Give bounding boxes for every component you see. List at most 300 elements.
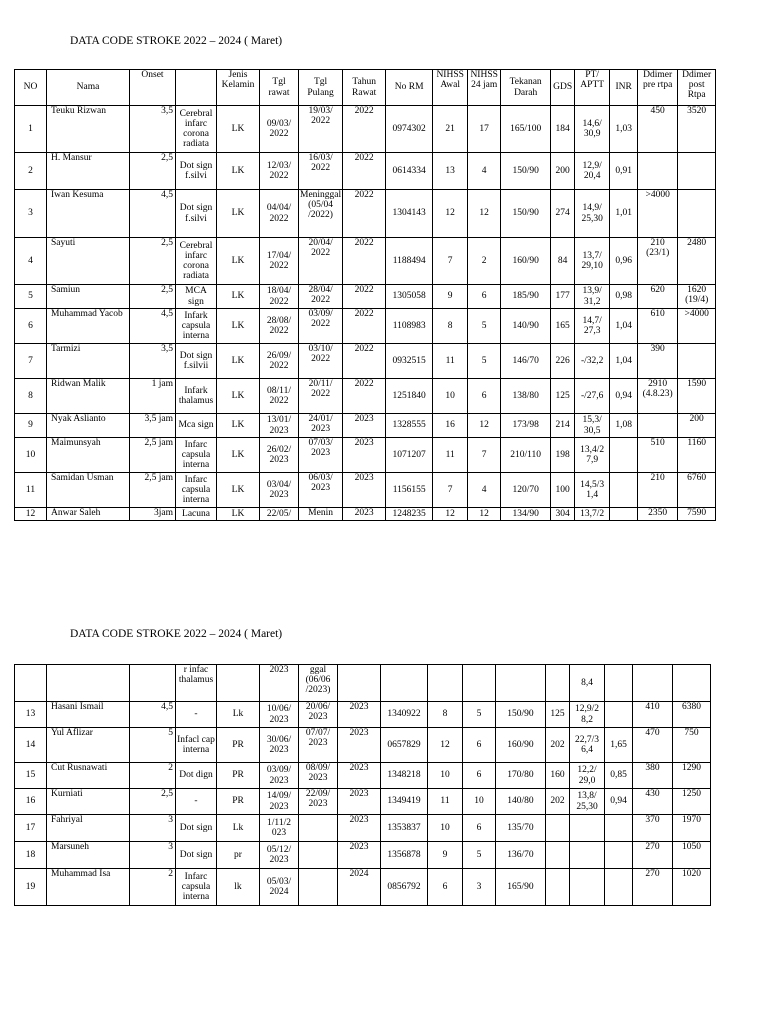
cell-ddimer-post-rtpa [678,344,716,379]
cell-blood-pressure: 170/80 [496,763,546,789]
cell-lesion-location: Dot sign [176,815,217,842]
cell-ddimer-pre-rtpa: 270 [633,869,673,906]
table-row [15,438,716,473]
header-no: NO [15,70,47,106]
cell-lesion-location: Mca sign [176,414,217,438]
cell-ddimer-post-rtpa: 1020 [673,869,711,906]
cell-inr: 1,04 [610,309,638,344]
cell-discharge-date: 06/03/ 2023 [299,473,343,508]
cell-ddimer-pre-rtpa: 430 [633,789,673,815]
cell-medical-record-number: 1251840 [386,379,433,414]
cell-nihss-initial: 9 [433,285,468,309]
cell-treatment-year: 2023 [338,728,381,763]
cell-patient-name: Anwar Saleh [47,508,130,521]
table-row [15,344,716,379]
cell-lesion-location: MCA sign [176,285,217,309]
cell-discharge-date [299,869,338,906]
cell-ddimer-post-rtpa [678,190,716,238]
cell-treatment-year: 2023 [338,789,381,815]
cell-pt-aptt: -/32,2 [575,344,610,379]
cell-nihss-initial: 12 [428,728,463,763]
table-row [15,473,716,508]
cell-sex: LK [217,153,260,190]
cell-onset: 2,5 [130,153,176,190]
cell-nihss-24h: 6 [468,285,501,309]
cell-ddimer-pre-rtpa: 2350 [638,508,678,521]
cell-admission-date: 18/04/ 2022 [260,285,299,309]
cell-blood-glucose: 100 [551,473,575,508]
cell-discharge-date: 20/11/ 2022 [299,379,343,414]
cell-inr: 0,96 [610,238,638,285]
cell-onset: 2,5 jam [130,438,176,473]
cell-ddimer-post-rtpa [678,153,716,190]
cell-pt-aptt: 22,7/3 6,4 [570,728,605,763]
cell-blood-pressure: 165/90 [496,869,546,906]
cell-nihss-24h: 17 [468,106,501,153]
cell-lesion-location: - [176,789,217,815]
cell-ddimer-pre-rtpa: 390 [638,344,678,379]
cell-patient-name: Teuku Rizwan [47,106,130,153]
cell-nihss-initial: 7 [433,473,468,508]
cell-blood-pressure: 138/80 [501,379,551,414]
cell-blood-glucose [546,842,570,869]
cell-sex: PR [217,763,260,789]
cell-onset: 3,5 [130,106,176,153]
cell-sex: LK [217,309,260,344]
cell-inr [605,815,633,842]
cell-blood-glucose: 214 [551,414,575,438]
cell-inr [605,665,633,702]
cell-patient-name [47,665,130,702]
cell-medical-record-number: 1353837 [381,815,428,842]
cell-nihss-initial [428,665,463,702]
cell-discharge-date: ggal (06/06 /2023) [299,665,338,702]
cell-blood-glucose: 304 [551,508,575,521]
cell-treatment-year: 2022 [343,344,386,379]
cell-discharge-date: 20/04/ 2022 [299,238,343,285]
cell-nihss-24h: 7 [468,438,501,473]
header-col4 [176,70,217,106]
cell-admission-date: 26/02/ 2023 [260,438,299,473]
header-onset: Onset [130,70,176,106]
cell-inr: 0,85 [605,763,633,789]
cell-patient-name: Muhammad Isa [47,869,130,906]
cell-sex: LK [217,473,260,508]
table-row [15,414,716,438]
cell-blood-pressure: 165/100 [501,106,551,153]
cell-inr: 1,01 [610,190,638,238]
cell-admission-date: 05/12/ 2023 [260,842,299,869]
cell-inr: 1,03 [610,106,638,153]
cell-blood-glucose [546,869,570,906]
cell-treatment-year: 2023 [338,763,381,789]
continuation-row [15,665,711,702]
header-jenis-kelamin: Jenis Kelamin [217,70,260,106]
cell-blood-glucose: 274 [551,190,575,238]
cell-ddimer-pre-rtpa: 270 [633,842,673,869]
cell-blood-glucose: 202 [546,728,570,763]
cell-patient-name: Hasani Ismail [47,702,130,728]
cell-discharge-date [299,842,338,869]
cell-row-number: 2 [15,153,47,190]
cell-blood-pressure: 160/90 [496,728,546,763]
cell-sex: LK [217,414,260,438]
cell-sex: LK [217,438,260,473]
cell-onset: 3 [130,815,176,842]
cell-blood-pressure: 150/90 [501,153,551,190]
cell-pt-aptt: 12,9/ 20,4 [575,153,610,190]
cell-nihss-24h: 5 [463,842,496,869]
cell-admission-date: 1/11/2 023 [260,815,299,842]
cell-medical-record-number: 1356878 [381,842,428,869]
cell-discharge-date: 20/06/ 2023 [299,702,338,728]
cell-admission-date: 28/08/ 2022 [260,309,299,344]
stroke-data-table-1 [14,69,716,521]
cell-ddimer-pre-rtpa: 470 [633,728,673,763]
cell-treatment-year: 2023 [343,438,386,473]
cell-discharge-date: 19/03/ 2022 [299,106,343,153]
cell-medical-record-number: 1248235 [386,508,433,521]
cell-treatment-year: 2023 [343,473,386,508]
cell-admission-date: 08/11/ 2022 [260,379,299,414]
cell-onset [130,665,176,702]
cell-blood-glucose: 184 [551,106,575,153]
cell-nihss-24h: 4 [468,153,501,190]
cell-onset: 4,5 [130,702,176,728]
cell-pt-aptt: 13,7/2 [575,508,610,521]
cell-medical-record-number: 1108983 [386,309,433,344]
cell-treatment-year: 2023 [343,508,386,521]
cell-row-number: 3 [15,190,47,238]
cell-medical-record-number: 1188494 [386,238,433,285]
cell-sex: LK [217,285,260,309]
cell-inr: 1,08 [610,414,638,438]
cell-patient-name: Iwan Kesuma [47,190,130,238]
cell-sex: Lk [217,702,260,728]
cell-ddimer-post-rtpa: 1970 [673,815,711,842]
header-no-rm: No RM [386,70,433,106]
cell-medical-record-number: 1305058 [386,285,433,309]
cell-ddimer-pre-rtpa: 380 [633,763,673,789]
cell-ddimer-post-rtpa: >4000 [678,309,716,344]
cell-lesion-location: Infarc capsula interna [176,869,217,906]
cell-row-number: 6 [15,309,47,344]
cell-treatment-year [338,665,381,702]
cell-lesion-location: Infark thalamus [176,379,217,414]
cell-row-number: 9 [15,414,47,438]
cell-nihss-24h: 6 [463,763,496,789]
cell-blood-pressure: 140/80 [496,789,546,815]
cell-ddimer-pre-rtpa [638,414,678,438]
cell-ddimer-post-rtpa: 3520 [678,106,716,153]
cell-blood-pressure: 136/70 [496,842,546,869]
cell-blood-pressure: 146/70 [501,344,551,379]
cell-medical-record-number: 0932515 [386,344,433,379]
header-nama: Nama [47,70,130,106]
cell-admission-date: 04/04/ 2022 [260,190,299,238]
cell-discharge-date: 03/10/ 2022 [299,344,343,379]
cell-nihss-initial: 12 [433,508,468,521]
cell-admission-date: 09/03/ 2022 [260,106,299,153]
cell-nihss-24h: 10 [463,789,496,815]
cell-nihss-24h: 2 [468,238,501,285]
table-row [15,379,716,414]
cell-nihss-24h: 12 [468,414,501,438]
cell-sex: Lk [217,815,260,842]
cell-onset: 2 [130,869,176,906]
cell-lesion-location: Dot sign [176,842,217,869]
cell-medical-record-number: 1071207 [386,438,433,473]
cell-ddimer-pre-rtpa: 510 [638,438,678,473]
cell-nihss-initial: 8 [433,309,468,344]
cell-blood-glucose: 84 [551,238,575,285]
cell-medical-record-number: 1348218 [381,763,428,789]
cell-patient-name: Kurniati [47,789,130,815]
cell-sex: LK [217,344,260,379]
cell-onset: 5 [130,728,176,763]
cell-onset: 3 [130,842,176,869]
cell-onset: 2,5 [130,789,176,815]
cell-inr: 1,65 [605,728,633,763]
cell-nihss-initial: 11 [433,438,468,473]
cell-inr [610,438,638,473]
table-row [15,238,716,285]
cell-discharge-date: 08/09/ 2023 [299,763,338,789]
cell-sex: LK [217,508,260,521]
cell-row-number: 4 [15,238,47,285]
cell-treatment-year: 2022 [343,379,386,414]
cell-ddimer-pre-rtpa: 620 [638,285,678,309]
cell-pt-aptt: 15,3/ 30,5 [575,414,610,438]
table-row [15,702,711,728]
cell-pt-aptt: 12,9/2 8,2 [570,702,605,728]
cell-treatment-year: 2022 [343,309,386,344]
cell-ddimer-post-rtpa: 1160 [678,438,716,473]
cell-blood-pressure: 120/70 [501,473,551,508]
cell-row-number: 16 [15,789,47,815]
cell-lesion-location: Dot sign f.silvii [176,344,217,379]
cell-nihss-initial: 10 [428,815,463,842]
header-inr: INR [610,70,638,106]
cell-medical-record-number: 1328555 [386,414,433,438]
cell-row-number: 19 [15,869,47,906]
cell-blood-pressure: 160/90 [501,238,551,285]
cell-onset: 3,5 [130,344,176,379]
cell-medical-record-number: 0856792 [381,869,428,906]
cell-treatment-year: 2023 [338,815,381,842]
cell-row-number: 17 [15,815,47,842]
cell-patient-name: Tarmizi [47,344,130,379]
table-row [15,815,711,842]
cell-blood-pressure: 210/110 [501,438,551,473]
cell-inr: 1,04 [610,344,638,379]
table-row [15,106,716,153]
cell-ddimer-post-rtpa: 6760 [678,473,716,508]
table-row [15,728,711,763]
cell-pt-aptt: 13,4/2 7,9 [575,438,610,473]
header-tahun-rawat: Tahun Rawat [343,70,386,106]
cell-nihss-initial: 11 [428,789,463,815]
cell-lesion-location: Dot dign [176,763,217,789]
cell-patient-name: Sayuti [47,238,130,285]
cell-treatment-year: 2023 [338,702,381,728]
cell-patient-name: Cut Rusnawati [47,763,130,789]
cell-treatment-year: 2022 [343,106,386,153]
header-tekanan-darah: Tekanan Darah [501,70,551,106]
cell-onset: 4,5 [130,309,176,344]
cell-nihss-initial: 6 [428,869,463,906]
cell-sex: lk [217,869,260,906]
cell-ddimer-post-rtpa: 200 [678,414,716,438]
cell-blood-pressure: 173/98 [501,414,551,438]
cell-discharge-date: 07/07/ 2023 [299,728,338,763]
cell-blood-pressure: 150/90 [501,190,551,238]
cell-admission-date: 10/06/ 2023 [260,702,299,728]
cell-blood-glucose: 202 [546,789,570,815]
cell-row-number: 5 [15,285,47,309]
cell-inr [610,508,638,521]
cell-patient-name: Fahriyal [47,815,130,842]
stroke-data-table-2 [14,664,711,906]
cell-nihss-24h: 4 [468,473,501,508]
cell-onset: 4,5 [130,190,176,238]
cell-row-number: 14 [15,728,47,763]
header-tgl-pulang: Tgl Pulang [299,70,343,106]
header-nihss-24: NIHSS 24 jam [468,70,501,106]
cell-ddimer-pre-rtpa: 610 [638,309,678,344]
cell-discharge-date: Meninggal (05/04 /2022) [299,190,343,238]
cell-pt-aptt: 8,4 [570,665,605,702]
cell-ddimer-pre-rtpa: 370 [633,815,673,842]
table-row [15,789,711,815]
cell-sex: PR [217,728,260,763]
cell-discharge-date: Menin [299,508,343,521]
cell-sex: LK [217,238,260,285]
table-row [15,309,716,344]
cell-ddimer-pre-rtpa [638,153,678,190]
table-row [15,190,716,238]
cell-discharge-date: 28/04/ 2022 [299,285,343,309]
cell-blood-glucose: 165 [551,309,575,344]
table-row [15,869,711,906]
cell-pt-aptt [570,869,605,906]
cell-pt-aptt: 14,9/ 25,30 [575,190,610,238]
table-row [15,153,716,190]
cell-admission-date: 13/01/ 2023 [260,414,299,438]
cell-sex: LK [217,379,260,414]
cell-blood-glucose: 125 [551,379,575,414]
cell-row-number: 12 [15,508,47,521]
cell-pt-aptt: -/27,6 [575,379,610,414]
cell-admission-date: 05/03/ 2024 [260,869,299,906]
header-ddimer-pre: Ddimer pre rtpa [638,70,678,106]
cell-admission-date: 26/09/ 2022 [260,344,299,379]
header-gds: GDS [551,70,575,106]
cell-ddimer-post-rtpa: 1050 [673,842,711,869]
cell-row-number: 1 [15,106,47,153]
cell-discharge-date [299,815,338,842]
cell-admission-date: 03/09/ 2023 [260,763,299,789]
cell-discharge-date: 24/01/ 2023 [299,414,343,438]
cell-nihss-24h: 3 [463,869,496,906]
cell-lesion-location: Infacl cap interna [176,728,217,763]
cell-lesion-location: Infarc capsula interna [176,473,217,508]
cell-sex: LK [217,190,260,238]
cell-patient-name: Muhammad Yacob [47,309,130,344]
cell-discharge-date: 03/09/ 2022 [299,309,343,344]
cell-nihss-initial: 7 [433,238,468,285]
cell-blood-pressure: 134/90 [501,508,551,521]
cell-patient-name: Samidan Usman [47,473,130,508]
cell-pt-aptt: 14,5/3 1,4 [575,473,610,508]
cell-ddimer-post-rtpa: 1620 (19/4) [678,285,716,309]
cell-row-number: 10 [15,438,47,473]
cell-ddimer-pre-rtpa: 450 [638,106,678,153]
cell-sex: PR [217,789,260,815]
cell-patient-name: Yul Aflizar [47,728,130,763]
cell-discharge-date: 16/03/ 2022 [299,153,343,190]
cell-sex [217,665,260,702]
cell-treatment-year: 2024 [338,869,381,906]
cell-pt-aptt: 12,2/ 29,0 [570,763,605,789]
cell-medical-record-number: 1349419 [381,789,428,815]
cell-medical-record-number: 0657829 [381,728,428,763]
cell-inr [610,473,638,508]
cell-patient-name: H. Mansur [47,153,130,190]
cell-ddimer-pre-rtpa: 210 (23/1) [638,238,678,285]
cell-blood-glucose: 198 [551,438,575,473]
cell-blood-pressure: 185/90 [501,285,551,309]
cell-pt-aptt [570,815,605,842]
cell-lesion-location: Dot sign f.silvi [176,190,217,238]
cell-row-number: 15 [15,763,47,789]
cell-onset: 2,5 [130,285,176,309]
cell-blood-glucose [546,815,570,842]
cell-treatment-year: 2022 [343,153,386,190]
cell-ddimer-pre-rtpa: >4000 [638,190,678,238]
cell-treatment-year: 2022 [343,190,386,238]
cell-blood-pressure [496,665,546,702]
cell-inr: 0,98 [610,285,638,309]
cell-admission-date: 2023 [260,665,299,702]
cell-treatment-year: 2023 [343,414,386,438]
cell-lesion-location: Cerebral infarc corona radiata [176,238,217,285]
cell-pt-aptt: 13,9/ 31,2 [575,285,610,309]
cell-nihss-24h: 6 [468,379,501,414]
cell-medical-record-number: 0974302 [386,106,433,153]
table-row [15,763,711,789]
cell-inr: 0,94 [605,789,633,815]
cell-patient-name: Ridwan Malik [47,379,130,414]
cell-onset: 2,5 jam [130,473,176,508]
cell-onset: 3jam [130,508,176,521]
cell-ddimer-post-rtpa: 1250 [673,789,711,815]
cell-row-number: 13 [15,702,47,728]
cell-ddimer-post-rtpa: 6380 [673,702,711,728]
cell-nihss-initial: 16 [433,414,468,438]
cell-nihss-24h: 6 [463,728,496,763]
cell-discharge-date: 22/09/ 2023 [299,789,338,815]
cell-ddimer-post-rtpa: 750 [673,728,711,763]
cell-lesion-location: - [176,702,217,728]
cell-discharge-date: 07/03/ 2023 [299,438,343,473]
cell-nihss-24h: 6 [463,815,496,842]
header-ddimer-post: Ddimer post Rtpa [678,70,716,106]
cell-nihss-initial: 10 [428,763,463,789]
cell-admission-date: 30/06/ 2023 [260,728,299,763]
table-row [15,508,716,521]
cell-ddimer-post-rtpa: 2480 [678,238,716,285]
